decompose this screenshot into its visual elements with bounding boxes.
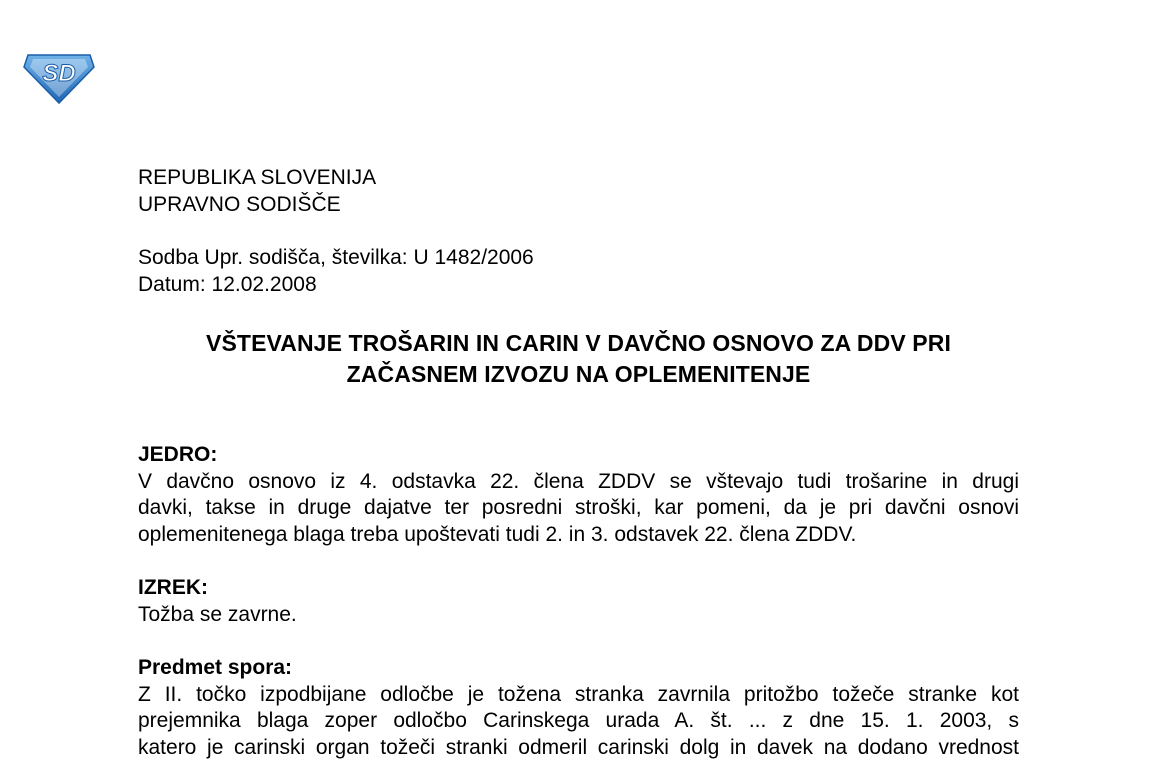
sd-logo	[22, 47, 96, 105]
predmet-heading: Predmet spora:	[138, 655, 1019, 682]
jedro-heading: JEDRO:	[138, 442, 1019, 469]
jedro-line: davki, takse in druge dajatve ter posredni stroški, kar pomeni, da je pri davčni osnovi	[138, 495, 1019, 522]
title-line-1: VŠTEVANJE TROŠARIN IN CARIN V DAVČNO OSNOVO ZA DDV PRI	[138, 328, 1019, 359]
jedro-section	[138, 442, 1019, 548]
judgment-date: Datum: 12.02.2008	[138, 272, 1019, 299]
predmet-line: prejemnika blaga zoper odločbo Carinskega urada A. št. ... z dne 15. 1. 2003, s	[138, 708, 1019, 735]
document-body	[138, 165, 1019, 761]
predmet-section	[138, 655, 1019, 761]
country-name: REPUBLIKA SLOVENIJA	[138, 165, 1019, 192]
jedro-line: V davčno osnovo iz 4. odstavka 22. člena ZDDV se vštevajo tudi trošarine in drugi	[138, 469, 1019, 496]
izrek-heading: IZREK:	[138, 575, 1019, 602]
predmet-paragraph	[138, 682, 1019, 761]
sd-shield-logo-icon	[22, 47, 96, 105]
title-line-2: ZAČASNEM IZVOZU NA OPLEMENITENJE	[138, 359, 1019, 390]
case-number: Sodba Upr. sodišča, številka: U 1482/2006	[138, 245, 1019, 272]
logo-text: SD	[42, 60, 75, 87]
jedro-paragraph	[138, 469, 1019, 549]
predmet-line: Z II. točko izpodbijane odločbe je tožena stranka zavrnila pritožbo tožeče stranke kot	[138, 682, 1019, 709]
jedro-line: oplemenitenega blaga treba upoštevati tudi 2. in 3. odstavek 22. člena ZDDV.	[138, 522, 1019, 549]
izrek-section	[138, 575, 1019, 628]
predmet-line: katero je carinski organ tožeči stranki odmeril carinski dolg in davek na dodano vrednost	[138, 735, 1019, 761]
document-title	[138, 328, 1019, 390]
court-name: UPRAVNO SODIŠČE	[138, 192, 1019, 219]
izrek-text: Tožba se zavrne.	[138, 602, 1019, 629]
